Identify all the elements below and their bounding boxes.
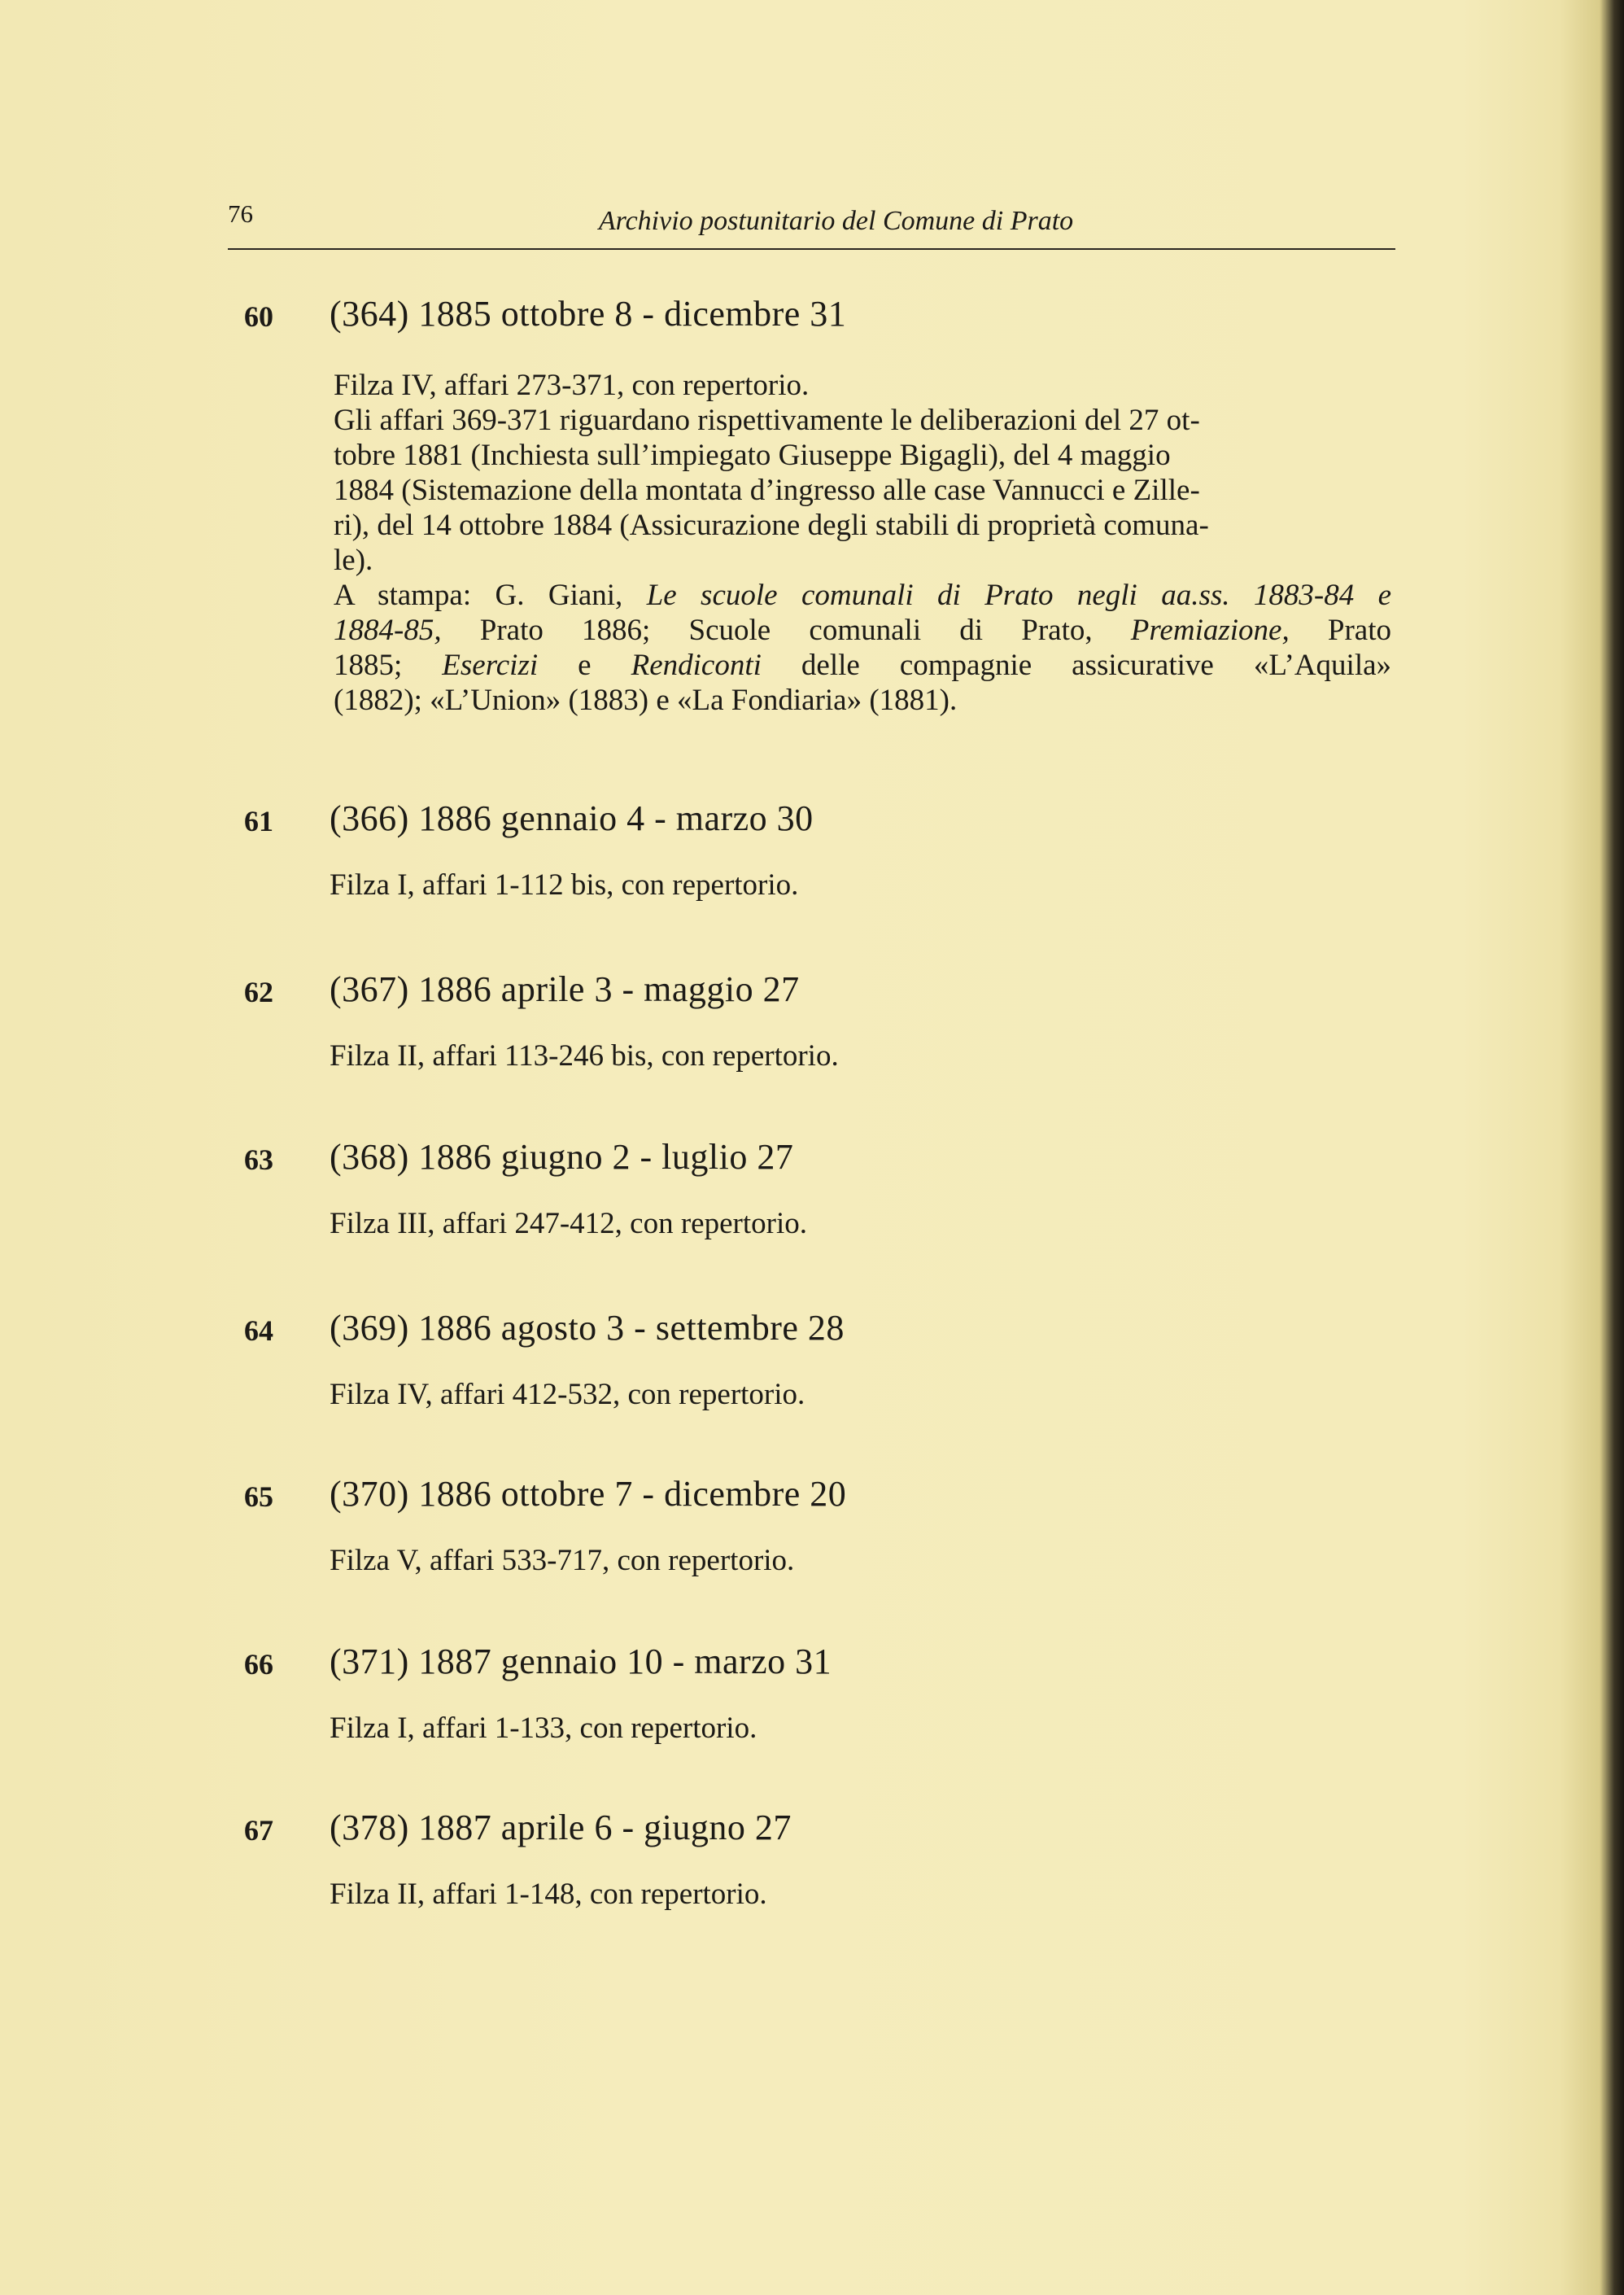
entry-number: 65 — [244, 1480, 273, 1513]
print-title: 1884-85, — [334, 614, 442, 647]
entry-number: 67 — [244, 1814, 273, 1847]
filza-line: Filza I, affari 1-112 bis, con repertorio. — [330, 868, 799, 902]
entry-heading: (369) 1886 agosto 3 - settembre 28 — [330, 1308, 845, 1348]
entry-number: 62 — [244, 976, 273, 1008]
entry-number: 60 — [244, 300, 273, 333]
page-header — [228, 199, 1395, 250]
entry-heading: (370) 1886 ottobre 7 - dicembre 20 — [330, 1474, 847, 1514]
filza-line: Filza II, affari 113-246 bis, con repertorio. — [330, 1039, 839, 1073]
filza-line: Filza I, affari 1-133, con repertorio. — [330, 1711, 757, 1745]
note-line: 1884 (Sistemazione della montata d’ingresso alle case Vannucci e Zille- — [334, 474, 1200, 507]
entry-heading: (368) 1886 giugno 2 - luglio 27 — [330, 1137, 794, 1177]
page-number: 76 — [228, 199, 253, 228]
print-line: 1884-85, Prato 1886; Scuole comunali di Prato, Premiazione, Prato — [334, 614, 1391, 647]
print-line: (1882); «L’Union» (1883) e «La Fondiaria» (1881). — [334, 684, 958, 717]
note-line: ri), del 14 ottobre 1884 (Assicurazione degli stabili di proprietà comuna- — [334, 509, 1209, 542]
filza-line: Filza V, affari 533-717, con repertorio. — [330, 1544, 795, 1577]
entry-heading: (367) 1886 aprile 3 - maggio 27 — [330, 969, 800, 1009]
filza-line: Filza IV, affari 412-532, con repertorio. — [330, 1378, 805, 1411]
note-line: le). — [334, 544, 373, 577]
entry-number: 64 — [244, 1314, 273, 1347]
print-title: Esercizi — [442, 649, 539, 682]
running-title: Archivio postunitario del Comune di Prato — [598, 206, 1074, 236]
entry-heading: (364) 1885 ottobre 8 - dicembre 31 — [330, 294, 847, 334]
entry-description — [334, 368, 1391, 718]
entry-number: 61 — [244, 805, 273, 837]
note-line: Gli affari 369-371 riguardano rispettivamente le deliberazioni del 27 ot- — [334, 404, 1200, 437]
filza-line: Filza II, affari 1-148, con repertorio. — [330, 1878, 767, 1911]
entry-number: 63 — [244, 1143, 273, 1176]
filza-line: Filza IV, affari 273-371, con repertorio. — [334, 369, 810, 402]
print-line: A stampa: G. Giani, Le scuole comunali di Prato negli aa.ss. 1883-84 e — [334, 579, 1392, 612]
entry-heading: (378) 1887 aprile 6 - giugno 27 — [330, 1808, 792, 1847]
print-title: Le scuole comunali di Prato negli aa.ss. 1883-84 — [646, 579, 1355, 612]
print-title: Premiazione, — [1130, 614, 1290, 647]
filza-line: Filza III, affari 247-412, con repertorio. — [330, 1207, 807, 1240]
entry-heading: (371) 1887 gennaio 10 - marzo 31 — [330, 1641, 832, 1681]
entry-number: 66 — [244, 1648, 273, 1681]
entry-heading: (366) 1886 gennaio 4 - marzo 30 — [330, 798, 814, 838]
print-title: Rendiconti — [631, 649, 762, 682]
print-line: 1885; Esercizi e Rendiconti delle compagnie assicurative «L’Aquila» — [334, 649, 1392, 682]
note-line: tobre 1881 (Inchiesta sull’impiegato Giuseppe Bigagli), del 4 maggio — [334, 439, 1171, 472]
